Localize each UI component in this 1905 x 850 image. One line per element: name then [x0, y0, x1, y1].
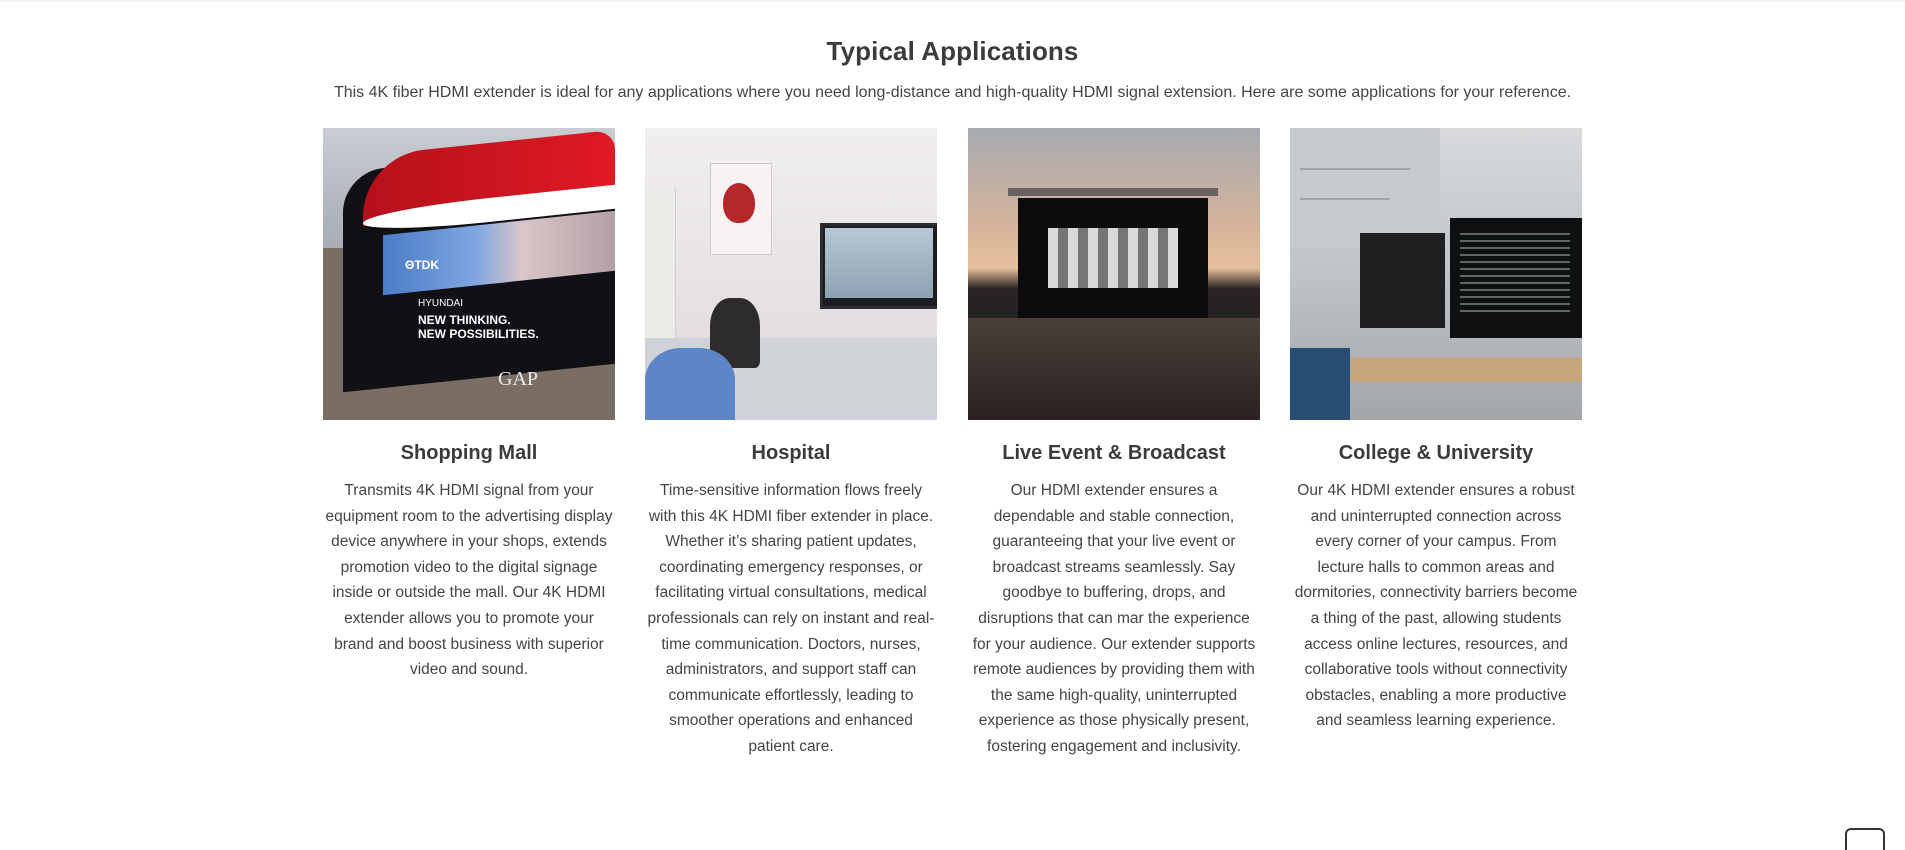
card-title: Shopping Mall: [400, 442, 538, 464]
section-intro: This 4K fiber HDMI extender is ideal for any applications where you need long-distance and high-quality HDMI signal extension. Here are some applications for your reference.: [333, 84, 1572, 101]
whiteboard-line: [1300, 198, 1390, 200]
nurse-figure: [645, 348, 735, 420]
card-title: Hospital: [751, 442, 831, 464]
gap-sign: GAP: [498, 368, 539, 390]
card-description: Time-sensitive information flows freely with this 4K HDMI fiber extender in place. Whether it’s sharing patient updates, coordinating emergency responses, or facilitating virtual consultations, medical professionals can rely on instant and real-time communication. Doctors, nurses, administrators, and support staff can communicate effortlessly, leading to smoother operations and enhanced patient care.: [647, 482, 935, 755]
shopping-mall-image: [323, 128, 615, 420]
card-title: Live Event & Broadcast: [1002, 442, 1226, 464]
application-card-shopping-mall: [323, 128, 615, 683]
stage-truss: [1008, 188, 1218, 196]
slogan-line-1: NEW THINKING.: [418, 313, 511, 327]
card-description: Our HDMI extender ensures a dependable and stable connection, guaranteeing that your live event or broadcast streams seamlessly. Say goodbye to buffering, drops, and disruptions that can mar the experience for your audience. Our extender supports remote audiences by providing them with the same high-quality, uninterrupted experience as those physically present, fostering engagement and inclusivity.: [972, 482, 1256, 755]
video-call-doctor: [825, 228, 933, 298]
application-card-college: [1290, 128, 1582, 734]
classroom-desk: [1350, 358, 1582, 382]
chevron-up-icon[interactable]: [1845, 828, 1885, 850]
monitor-code: [1460, 233, 1570, 313]
card-description: Our 4K HDMI extender ensures a robust and uninterrupted connection across every corner of your campus. From lecture halls to common areas and dormitories, connectivity barriers become a thing of the past, allowing students access online lectures, resources, and collaborative tools without connectivity obstacles, enabling a more productive and seamless learning experience.: [1294, 482, 1578, 730]
card-title: College & University: [1338, 442, 1534, 464]
application-card-live-event: [968, 128, 1260, 760]
tdk-logo: ΘTDK: [405, 258, 439, 272]
hospital-image: [645, 128, 937, 420]
card-description: Transmits 4K HDMI signal from your equipment room to the advertising display device anywhere in your shops, extends promotion video to the digital signage inside or outside the mall. Our 4K HDMI extender allows you to promote your brand and boost business with superior video and sound.: [325, 482, 613, 679]
section-title: Typical Applications: [826, 36, 1079, 66]
whiteboard-line: [1300, 168, 1410, 170]
college-image: [1290, 128, 1582, 420]
concert-crowd: [968, 318, 1260, 420]
slogan-line-2: NEW POSSIBILITIES.: [418, 327, 539, 341]
hospital-shelf: [645, 188, 676, 338]
classroom-whiteboard: [1290, 128, 1440, 248]
hyundai-logo: HYUNDAI: [418, 298, 464, 309]
stage-lights: [1048, 228, 1178, 288]
computer-monitor: [1360, 233, 1445, 328]
heart-illustration: [723, 183, 755, 223]
application-card-hospital: [645, 128, 937, 760]
live-event-image: [968, 128, 1260, 420]
hyundai-slogan: [418, 313, 539, 341]
classroom-chair: [1290, 348, 1350, 420]
